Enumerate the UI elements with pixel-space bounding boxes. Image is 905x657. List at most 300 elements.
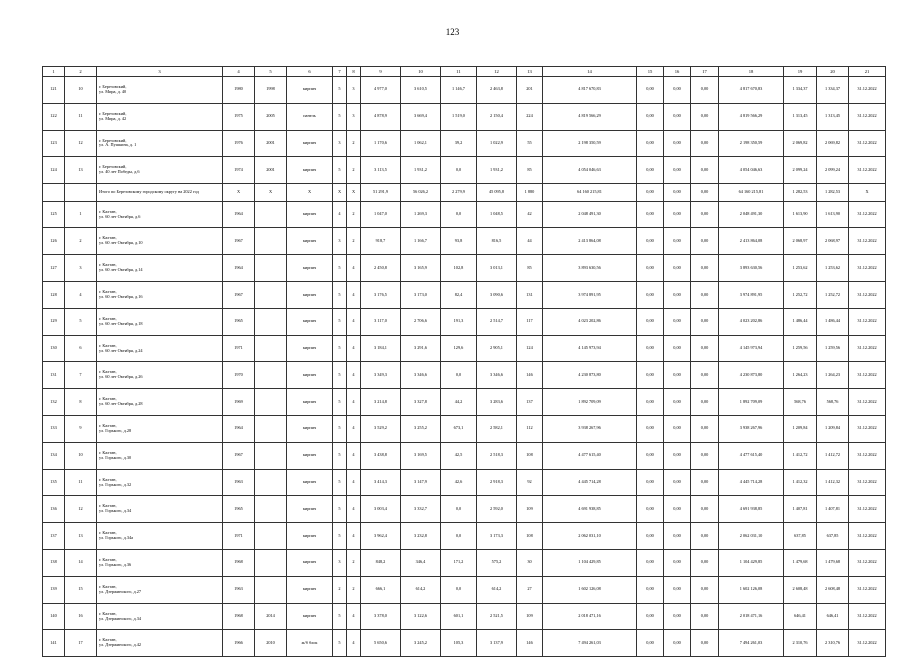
cell-col-4: 1967: [223, 228, 255, 255]
cell-col-12: 2 918,3: [477, 469, 517, 496]
column-number-row: [43, 67, 886, 77]
cell-col-6: кирпич: [287, 416, 333, 443]
cell-col-2: 11: [65, 103, 97, 130]
cell-col-15: 0,00: [637, 308, 664, 335]
cell-col-18: 4 230 873,80: [719, 362, 784, 389]
cell-col-5: [255, 228, 287, 255]
cell-col-2: 10: [65, 77, 97, 104]
cell-col-10: 3 169,5: [401, 442, 441, 469]
cell-col-5: [255, 362, 287, 389]
cell-col-6: кирпич: [287, 362, 333, 389]
cell-col-6: кирпич: [287, 255, 333, 282]
cell-col-12: 1 022,9: [477, 130, 517, 157]
cell-col-19: 1 334,37: [784, 77, 817, 104]
cell-col-6: кирпич: [287, 496, 333, 523]
cell-col-15: 0,00: [637, 630, 664, 657]
cell-col-18: 1 892 709,09: [719, 389, 784, 416]
cell-col-10: 3 173,0: [401, 282, 441, 309]
cell-col-4: 1963: [223, 576, 255, 603]
cell-col-7: 3: [333, 130, 347, 157]
table-row: [43, 201, 886, 228]
cell-col-4: 1971: [223, 335, 255, 362]
cell-col-14: 4 145 973,94: [543, 335, 637, 362]
cell-col-11: 1 146,7: [441, 77, 477, 104]
cell-col-5: 1998: [255, 77, 287, 104]
cell-col-18: 3 938 267,96: [719, 416, 784, 443]
total-value: X: [347, 184, 361, 202]
cell-col-14: 4 819 566,29: [543, 103, 637, 130]
cell-col-13: 224: [517, 103, 543, 130]
cell-col-2: 6: [65, 335, 97, 362]
total-value: X: [287, 184, 333, 202]
cell-col-15: 0,00: [637, 335, 664, 362]
cell-col-8: 2: [347, 228, 361, 255]
cell-col-14: 2 048 491,30: [543, 201, 637, 228]
cell-col-11: 93,8: [441, 228, 477, 255]
column-number-20: 20: [817, 67, 849, 77]
cell-col-21: 31.12.2022: [849, 576, 886, 603]
cell-col-11: 129,6: [441, 335, 477, 362]
cell-col-12: 2 514,7: [477, 308, 517, 335]
cell-col-9: 3 176,5: [361, 282, 401, 309]
cell-col-3: г. Калтан, ул. Горького, д.32: [97, 469, 223, 496]
total-value: 2 279,9: [441, 184, 477, 202]
cell-col-21: 31.12.2022: [849, 255, 886, 282]
cell-col-1: 133: [43, 416, 65, 443]
cell-col-14: 1 104 429,85: [543, 550, 637, 577]
cell-col-3: г. Калтан, ул. 60 лет Октября, д.16: [97, 282, 223, 309]
table-row: [43, 523, 886, 550]
cell-col-17: 0,00: [691, 103, 719, 130]
cell-col-8: 4: [347, 308, 361, 335]
cell-col-7: 5: [333, 630, 347, 657]
cell-col-5: [255, 550, 287, 577]
cell-col-14: 2 062 031,10: [543, 523, 637, 550]
cell-col-8: 4: [347, 469, 361, 496]
cell-col-3: г. Калтан, ул. 60 лет Октября, д.18: [97, 308, 223, 335]
cell-col-19: 1 407,81: [784, 496, 817, 523]
cell-col-8: 2: [347, 157, 361, 184]
cell-col-11: 105,3: [441, 630, 477, 657]
cell-col-4: 1963: [223, 469, 255, 496]
cell-col-19: 1 412,32: [784, 469, 817, 496]
cell-col-19: 1 412,72: [784, 442, 817, 469]
cell-col-19: 1 313,45: [784, 103, 817, 130]
cell-col-20: 1 264,23: [817, 362, 849, 389]
cell-col-20: 1 407,81: [817, 496, 849, 523]
cell-col-20: 1 412,32: [817, 469, 849, 496]
table-row: [43, 442, 886, 469]
cell-col-5: [255, 335, 287, 362]
total-value: 64 160 215,81: [719, 184, 784, 202]
cell-col-18: 4 691 938,85: [719, 496, 784, 523]
cell-col-18: 1 104 429,85: [719, 550, 784, 577]
cell-col-1: 122: [43, 103, 65, 130]
cell-col-11: 42,6: [441, 469, 477, 496]
cell-col-9: 3 438,8: [361, 442, 401, 469]
cell-col-14: 4 691 938,85: [543, 496, 637, 523]
cell-col-8: 4: [347, 442, 361, 469]
cell-col-14: 2 018 471,16: [543, 603, 637, 630]
total-value: 1 880: [517, 184, 543, 202]
cell-col-7: 5: [333, 442, 347, 469]
cell-col-18: 4 145 973,94: [719, 335, 784, 362]
cell-col-11: 0,0: [441, 523, 477, 550]
cell-col-17: 0,00: [691, 255, 719, 282]
cell-col-12: 3 137,9: [477, 630, 517, 657]
cell-col-11: 0,0: [441, 496, 477, 523]
cell-col-6: кирпич: [287, 442, 333, 469]
cell-col-15: 0,00: [637, 442, 664, 469]
cell-col-21: 31.12.2022: [849, 228, 886, 255]
cell-col-1: 130: [43, 335, 65, 362]
cell-col-18: 4 819 566,29: [719, 103, 784, 130]
cell-col-16: 0,00: [664, 308, 691, 335]
cell-col-1: 121: [43, 77, 65, 104]
total-value: 0,00: [637, 184, 664, 202]
column-number-13: 13: [517, 67, 543, 77]
cell-col-11: 0,0: [441, 362, 477, 389]
cell-col-9: 4 977,0: [361, 77, 401, 104]
table-row: [43, 308, 886, 335]
cell-col-1: 140: [43, 603, 65, 630]
cell-col-5: [255, 496, 287, 523]
cell-col-21: 31.12.2022: [849, 523, 886, 550]
cell-col-20: 2 068,97: [817, 228, 849, 255]
cell-col-5: 2014: [255, 603, 287, 630]
cell-col-4: 1968: [223, 550, 255, 577]
cell-col-11: 102,8: [441, 255, 477, 282]
table-row: [43, 103, 886, 130]
cell-col-17: 0,00: [691, 77, 719, 104]
cell-col-2: 12: [65, 496, 97, 523]
cell-col-13: 137: [517, 389, 543, 416]
cell-col-2: 4: [65, 282, 97, 309]
cell-col-16: 0,00: [664, 362, 691, 389]
cell-col-7: 5: [333, 523, 347, 550]
cell-col-18: 4 023 202,86: [719, 308, 784, 335]
cell-col-13: 30: [517, 550, 543, 577]
column-number-8: 8: [347, 67, 361, 77]
table-row: [43, 389, 886, 416]
cell-col-7: 5: [333, 335, 347, 362]
cell-col-17: 0,00: [691, 130, 719, 157]
cell-col-13: 27: [517, 576, 543, 603]
column-number-18: 18: [719, 67, 784, 77]
cell-col-3: г. Калтан, ул. Горького, д.30: [97, 442, 223, 469]
cell-col-5: [255, 442, 287, 469]
cell-col-15: 0,00: [637, 523, 664, 550]
cell-col-13: 109: [517, 603, 543, 630]
cell-col-18: 2 048 491,30: [719, 201, 784, 228]
cell-col-11: 42,5: [441, 442, 477, 469]
cell-col-21: 31.12.2022: [849, 496, 886, 523]
cell-col-20: 568,76: [817, 389, 849, 416]
cell-col-3: г. Калтан, ул. Дзержинского, д.27: [97, 576, 223, 603]
cell-col-2: 16: [65, 603, 97, 630]
cell-col-9: 666,1: [361, 576, 401, 603]
cell-col-9: 1 047,0: [361, 201, 401, 228]
cell-col-17: 0,00: [691, 630, 719, 657]
table-row: [43, 77, 886, 104]
column-number-3: 3: [97, 67, 223, 77]
cell-col-4: 1964: [223, 201, 255, 228]
cell-col-11: 39,2: [441, 130, 477, 157]
cell-col-12: 2 521,5: [477, 603, 517, 630]
cell-col-5: [255, 576, 287, 603]
cell-col-9: 848,2: [361, 550, 401, 577]
cell-col-14: 2 198 350,59: [543, 130, 637, 157]
table-row: [43, 603, 886, 630]
cell-col-2: 15: [65, 576, 97, 603]
table-row: [43, 630, 886, 657]
cell-col-7: 5: [333, 282, 347, 309]
cell-col-8: 4: [347, 523, 361, 550]
cell-col-13: 108: [517, 442, 543, 469]
column-number-17: 17: [691, 67, 719, 77]
cell-col-18: 1 602 126,08: [719, 576, 784, 603]
cell-col-13: 42: [517, 201, 543, 228]
cell-col-17: 0,00: [691, 228, 719, 255]
column-number-5: 5: [255, 67, 287, 77]
cell-col-20: 2 310,76: [817, 630, 849, 657]
cell-col-13: 146: [517, 362, 543, 389]
cell-col-13: 44: [517, 228, 543, 255]
table-row: [43, 255, 886, 282]
cell-col-4: 1976: [223, 130, 255, 157]
cell-col-15: 0,00: [637, 130, 664, 157]
cell-col-9: 3 003,4: [361, 496, 401, 523]
cell-col-5: 2001: [255, 130, 287, 157]
cell-col-6: панель: [287, 103, 333, 130]
cell-col-15: 0,00: [637, 362, 664, 389]
cell-col-5: [255, 389, 287, 416]
cell-col-13: 201: [517, 77, 543, 104]
cell-col-1: 138: [43, 550, 65, 577]
page-number: 123: [445, 27, 460, 37]
cell-col-12: 3 283,6: [477, 389, 517, 416]
cell-col-1: 124: [43, 157, 65, 184]
cell-col-8: 3: [347, 103, 361, 130]
cell-col-19: 1 252,72: [784, 282, 817, 309]
cell-col-6: кирпич: [287, 157, 333, 184]
cell-col-7: 2: [333, 576, 347, 603]
cell-col-12: 1 048,5: [477, 201, 517, 228]
cell-col-1: 141: [43, 630, 65, 657]
cell-col-1: 123: [43, 130, 65, 157]
cell-col-15: 0,00: [637, 103, 664, 130]
cell-col-21: 31.12.2022: [849, 416, 886, 443]
cell-col-19: 1 479,68: [784, 550, 817, 577]
cell-col-7: 3: [333, 228, 347, 255]
cell-col-4: 1971: [223, 523, 255, 550]
cell-col-8: 4: [347, 389, 361, 416]
cell-col-6: кирпич: [287, 228, 333, 255]
cell-col-17: 0,00: [691, 550, 719, 577]
cell-col-12: 3 173,3: [477, 523, 517, 550]
cell-col-21: 31.12.2022: [849, 77, 886, 104]
cell-col-10: 3 327,8: [401, 389, 441, 416]
cell-col-8: 4: [347, 282, 361, 309]
cell-col-16: 0,00: [664, 228, 691, 255]
cell-col-3: г. Калтан, ул. 60 лет Октября, д.10: [97, 228, 223, 255]
cell-col-8: 2: [347, 550, 361, 577]
cell-col-8: 4: [347, 630, 361, 657]
cell-col-10: 1 166,7: [401, 228, 441, 255]
cell-col-14: 3 938 267,96: [543, 416, 637, 443]
cell-col-18: 2 413 864,08: [719, 228, 784, 255]
cell-col-9: 3 414,3: [361, 469, 401, 496]
cell-col-19: 637,85: [784, 523, 817, 550]
cell-col-2: 7: [65, 362, 97, 389]
cell-col-7: 5: [333, 362, 347, 389]
cell-col-6: кирпич: [287, 130, 333, 157]
table-row: [43, 130, 886, 157]
total-value: X: [255, 184, 287, 202]
cell-col-6: кирпич: [287, 308, 333, 335]
cell-col-14: 3 974 891,95: [543, 282, 637, 309]
cell-col-19: 1 253,62: [784, 255, 817, 282]
cell-col-5: [255, 308, 287, 335]
cell-col-6: кирпич: [287, 201, 333, 228]
cell-col-15: 0,00: [637, 228, 664, 255]
cell-col-9: 2 450,8: [361, 255, 401, 282]
cell-col-3: г. Березовский, ул. 40 лет Победы, д.6: [97, 157, 223, 184]
cell-col-14: 1 602 126,08: [543, 576, 637, 603]
cell-col-9: 3 349,3: [361, 362, 401, 389]
cell-col-18: 3 974 891,95: [719, 282, 784, 309]
table-body: [43, 67, 886, 657]
cell-col-6: кирпич: [287, 77, 333, 104]
cell-col-12: 2 518,3: [477, 442, 517, 469]
cell-col-2: 17: [65, 630, 97, 657]
cell-col-15: 0,00: [637, 603, 664, 630]
cell-col-18: 4 054 046,63: [719, 157, 784, 184]
cell-col-3: г. Калтан, ул. 60 лет Октября, д.14: [97, 255, 223, 282]
cell-col-8: 4: [347, 496, 361, 523]
cell-col-8: 2: [347, 130, 361, 157]
cell-col-8: 4: [347, 603, 361, 630]
cell-col-21: 31.12.2022: [849, 201, 886, 228]
cell-col-3: г. Калтан, ул. 60 лет Октября, д.6: [97, 201, 223, 228]
cell-col-19: 2 608,48: [784, 576, 817, 603]
cell-col-10: 3 255,2: [401, 416, 441, 443]
cell-col-12: 614,2: [477, 576, 517, 603]
cell-col-1: 139: [43, 576, 65, 603]
cell-col-18: 7 494 261,03: [719, 630, 784, 657]
cell-col-16: 0,00: [664, 103, 691, 130]
cell-col-21: 31.12.2022: [849, 362, 886, 389]
cell-col-3: г. Калтан, ул. Горького, д.36: [97, 550, 223, 577]
cell-col-3: г. Калтан, ул. Дзержинского, д.34: [97, 603, 223, 630]
table-row: [43, 416, 886, 443]
cell-col-10: 346,4: [401, 550, 441, 577]
cell-col-17: 0,00: [691, 576, 719, 603]
cell-col-20: 1 479,68: [817, 550, 849, 577]
cell-col-3: г. Березовский, ул. Мира, д. 42: [97, 103, 223, 130]
cell-col-2: 1: [65, 201, 97, 228]
cell-col-6: кирпич: [287, 576, 333, 603]
cell-col-11: 82,4: [441, 282, 477, 309]
cell-col-5: [255, 416, 287, 443]
cell-col-2: 3: [65, 255, 97, 282]
cell-col-16: 0,00: [664, 630, 691, 657]
cell-col-11: 0,0: [441, 576, 477, 603]
cell-col-4: 1974: [223, 157, 255, 184]
cell-col-2: 12: [65, 130, 97, 157]
cell-col-2: 10: [65, 442, 97, 469]
cell-col-21: 31.12.2022: [849, 603, 886, 630]
cell-col-4: 1965: [223, 496, 255, 523]
cell-col-3: г. Калтан, ул. 60 лет Октября, д.26: [97, 362, 223, 389]
column-number-9: 9: [361, 67, 401, 77]
cell-col-9: 3 962,4: [361, 523, 401, 550]
cell-col-3: г. Калтан, ул. Горького, д.34а: [97, 523, 223, 550]
cell-col-3: г. Березовский, ул. А. Пушкина, д. 1: [97, 130, 223, 157]
cell-col-9: 3 378,0: [361, 603, 401, 630]
total-row: [43, 184, 886, 202]
cell-col-6: кирпич: [287, 523, 333, 550]
cell-col-13: 85: [517, 157, 543, 184]
total-value: 1 282,53: [784, 184, 817, 202]
cell-col-19: 1 259,56: [784, 335, 817, 362]
cell-col-9: 1 170,6: [361, 130, 401, 157]
cell-col-12: 2 150,4: [477, 103, 517, 130]
cell-col-17: 0,00: [691, 201, 719, 228]
column-number-19: 19: [784, 67, 817, 77]
cell-col-21: 31.12.2022: [849, 389, 886, 416]
table-row: [43, 550, 886, 577]
cell-col-19: 2 099,24: [784, 157, 817, 184]
table-row: [43, 157, 886, 184]
cell-col-9: 3 529,2: [361, 416, 401, 443]
housing-register-table: [42, 66, 886, 657]
cell-col-3: г. Калтан, ул. 60 лет Октября, д.28: [97, 389, 223, 416]
cell-col-4: 1968: [223, 603, 255, 630]
cell-col-18: 2 198 350,59: [719, 130, 784, 157]
cell-col-12: 2 582,1: [477, 416, 517, 443]
cell-col-19: 1 264,23: [784, 362, 817, 389]
cell-col-10: 3 122,6: [401, 603, 441, 630]
cell-col-14: 1 892 709,09: [543, 389, 637, 416]
cell-col-18: 4 817 670,83: [719, 77, 784, 104]
cell-col-16: 0,00: [664, 442, 691, 469]
cell-col-12: 1 931,2: [477, 157, 517, 184]
cell-col-16: 0,00: [664, 469, 691, 496]
cell-col-9: 5 650,6: [361, 630, 401, 657]
cell-col-18: 4 477 615,40: [719, 442, 784, 469]
cell-col-21: 31.12.2022: [849, 442, 886, 469]
cell-col-8: 4: [347, 335, 361, 362]
cell-col-16: 0,00: [664, 282, 691, 309]
total-value: 0,00: [664, 184, 691, 202]
cell-col-11: 0,0: [441, 201, 477, 228]
table-row: [43, 335, 886, 362]
cell-col-5: 2005: [255, 103, 287, 130]
column-number-4: 4: [223, 67, 255, 77]
cell-col-1: 137: [43, 523, 65, 550]
cell-col-20: 1 253,62: [817, 255, 849, 282]
cell-col-8: 2: [347, 201, 361, 228]
cell-col-2: 5: [65, 308, 97, 335]
cell-col-20: 1 486,44: [817, 308, 849, 335]
cell-col-20: 1 259,56: [817, 335, 849, 362]
cell-col-15: 0,00: [637, 469, 664, 496]
cell-col-19: 2 068,97: [784, 228, 817, 255]
cell-col-11: 1 519,0: [441, 103, 477, 130]
cell-col-10: 2 706,6: [401, 308, 441, 335]
cell-col-20: 1 209,84: [817, 416, 849, 443]
